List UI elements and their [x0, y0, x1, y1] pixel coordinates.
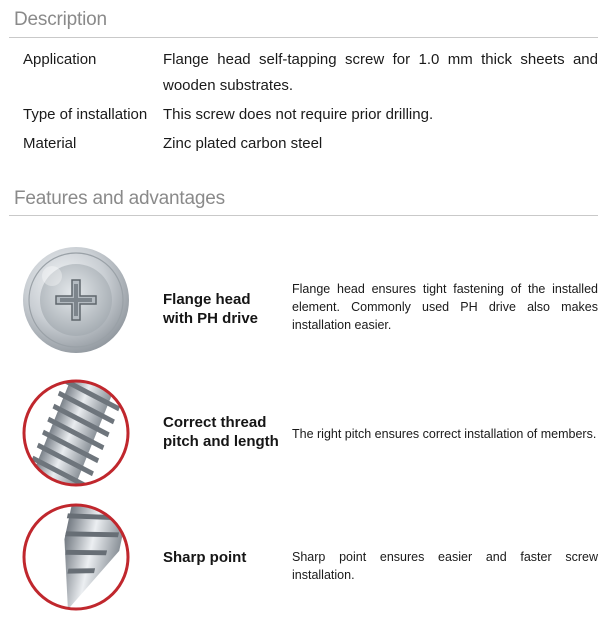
flange-head-ph-drive-photo	[22, 246, 130, 354]
description-heading: Description	[14, 9, 107, 30]
sharp-point-illustration	[21, 502, 131, 612]
application-label: Application	[23, 51, 97, 68]
application-value: Flange head self-tapping screw for 1.0 mm thick sheets and wooden substrates.	[163, 51, 598, 94]
feature-text-thread-pitch: The right pitch ensures correct installation of members.	[292, 427, 597, 441]
feature-title-sharp-point: Sharp point	[163, 549, 247, 566]
thread-pitch-closeup-photo	[21, 378, 131, 488]
installation-label: Type of installation	[23, 106, 148, 123]
features-divider	[9, 215, 598, 216]
feature-text-flange-head: Flange head ensures tight fastening of the installed element. Commonly used PH drive also makes installation easier.	[292, 282, 598, 332]
feature-title-thread-pitch: Correct thread pitch and length	[163, 414, 279, 450]
sharp-point-closeup-photo	[21, 502, 131, 612]
feature-title-flange-head: Flange head with PH drive	[163, 291, 259, 327]
material-value: Zinc plated carbon steel	[163, 135, 323, 152]
features-heading: Features and advantages	[14, 188, 225, 209]
thread-pitch-illustration	[21, 378, 131, 488]
description-divider	[9, 37, 598, 38]
feature-text-sharp-point: Sharp point ensures easier and faster screw installation.	[292, 550, 598, 582]
flange-head-illustration	[22, 246, 130, 354]
installation-value: This screw does not require prior drilling.	[163, 106, 434, 123]
material-label: Material	[23, 135, 77, 152]
